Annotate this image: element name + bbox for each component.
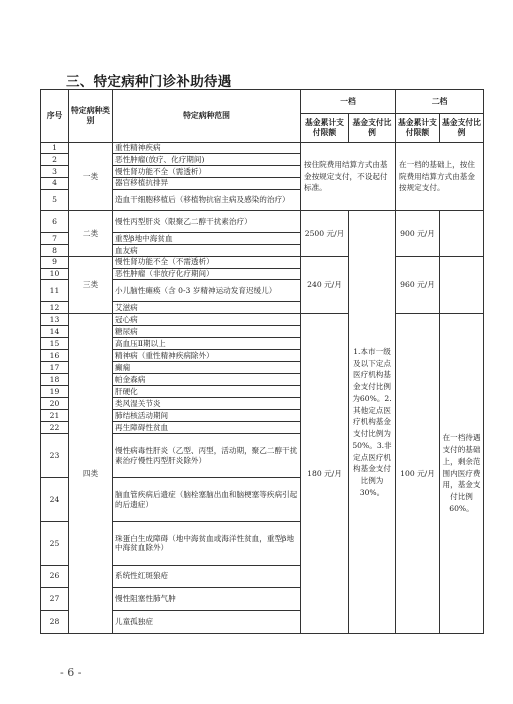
disease-name: 儿童孤独症 [113,610,301,633]
row-number: 26 [41,565,69,587]
page-number: - 6 - [60,666,82,679]
tier2-c2-limit: 900 元/月 [396,211,440,256]
tier1-c2-limit: 2500 元/月 [301,211,349,256]
tier2-ratio-blank [440,256,484,313]
page-title: 三、特定病种门诊补助待遇 [66,74,232,90]
category-cell: 三类 [69,256,113,313]
disease-name: 慢性肾功能不全（不需透析） [113,256,301,268]
category-cell: 四类 [69,313,113,633]
tier1-c1-note: 按住院费用结算方式由基金按规定支付，不设起付标准。 [301,142,396,211]
disease-name: 系统性红斑狼疮 [113,565,301,587]
header-scope: 特定病种范围 [113,90,301,143]
row-number: 17 [41,362,69,374]
disease-name: 器官移植抗排异 [113,177,301,189]
row-number: 6 [41,211,69,233]
row-number: 24 [41,478,69,522]
disease-name: 重性精神疾病 [113,142,301,154]
category-cell: 一类 [69,142,113,211]
row-number: 2 [41,154,69,166]
table-row [41,211,484,233]
header-category: 特定病种类别 [69,90,113,143]
row-number: 27 [41,587,69,610]
disease-name: 再生障碍性贫血 [113,422,301,434]
row-number: 28 [41,610,69,633]
row-number: 8 [41,245,69,257]
benefits-table-container [40,89,484,634]
tier2-c1-note: 在一档的基础上，按住院费用结算方式由基金按规定支付。 [396,142,484,211]
row-number: 14 [41,325,69,337]
disease-name: 慢性阻塞性肺气肿 [113,587,301,610]
row-number: 11 [41,280,69,302]
row-number: 13 [41,313,69,325]
disease-name: 艾滋病 [113,302,301,314]
disease-name: 慢性肾功能不全（需透析） [113,166,301,178]
tier2-ratio-blank [440,211,484,256]
table-row [41,142,484,154]
row-number: 1 [41,142,69,154]
disease-name: 珠蛋白生成障碍（地中海贫血或海洋性贫血，重型β地中海贫血除外） [113,522,301,566]
header-tier1-limit: 基金累计支付限额 [301,114,349,142]
row-number: 15 [41,338,69,350]
tier1-c4-limit: 180 元/月 [301,313,349,633]
disease-name: 恶性肿瘤(放疗、化疗期间) [113,154,301,166]
header-tier2-ratio: 基金支付比例 [440,114,484,142]
disease-name: 重型β地中海贫血 [113,233,301,245]
tier2-c4-limit: 100 元/月 [396,313,440,633]
row-number: 23 [41,434,69,478]
row-number: 19 [41,386,69,398]
disease-name: 冠心病 [113,313,301,325]
disease-name: 造血干细胞移植后（移植物抗宿主病及感染的治疗） [113,189,301,211]
tier1-c3-limit: 240 元/月 [301,256,349,313]
row-number: 21 [41,410,69,422]
row-number: 12 [41,302,69,314]
disease-name: 小儿脑性瘫痪（含 0-3 岁精神运动发育迟缓儿） [113,280,301,302]
table-row [41,256,484,268]
disease-name: 脑血管疾病后遗症（脑栓塞脑出血和脑梗塞等疾病引起的后遗症） [113,478,301,522]
header-tier1: 一档 [301,90,396,114]
tier1-ratio-note: 1.本市一级及以下定点医疗机构基金支付比例为60%。2.其他定点医疗机构基金支付比例为50%。3.非定点医疗机构基金支付比例为30%。 [349,211,396,634]
row-number: 25 [41,522,69,566]
header-tier2: 二档 [396,90,484,114]
disease-name: 高血压Ⅱ期以上 [113,338,301,350]
row-number: 4 [41,177,69,189]
disease-name: 帕金森病 [113,374,301,386]
disease-name: 癫痫 [113,362,301,374]
table-row [41,313,484,325]
row-number: 5 [41,189,69,211]
header-tier1-ratio: 基金支付比例 [349,114,396,142]
benefits-table [40,89,484,634]
row-number: 18 [41,374,69,386]
header-tier2-limit: 基金累计支付限额 [396,114,440,142]
tier2-c3-limit: 960 元/月 [396,256,440,313]
disease-name: 慢性丙型肝炎（限聚乙二醇干扰素治疗） [113,211,301,233]
row-number: 22 [41,422,69,434]
row-number: 16 [41,350,69,362]
disease-name: 精神病（重性精神疾病除外） [113,350,301,362]
category-cell: 二类 [69,211,113,256]
disease-name: 类风湿关节炎 [113,398,301,410]
tier2-ratio-note: 在一档待遇支付的基础上，剩余范围内医疗费用，基金支付比例60%。 [440,313,484,633]
disease-name: 慢性病毒性肝炎（乙型、丙型，活动期，聚乙二醇干扰素治疗慢性丙型肝炎除外） [113,434,301,478]
row-number: 10 [41,268,69,280]
disease-name: 血友病 [113,245,301,257]
disease-name: 肺结核活动期间 [113,410,301,422]
disease-name: 糖尿病 [113,325,301,337]
disease-name: 肝硬化 [113,386,301,398]
header-seq: 序号 [41,90,69,143]
row-number: 20 [41,398,69,410]
row-number: 9 [41,256,69,268]
disease-name: 恶性肿瘤（非放疗化疗期间） [113,268,301,280]
row-number: 3 [41,166,69,178]
row-number: 7 [41,233,69,245]
